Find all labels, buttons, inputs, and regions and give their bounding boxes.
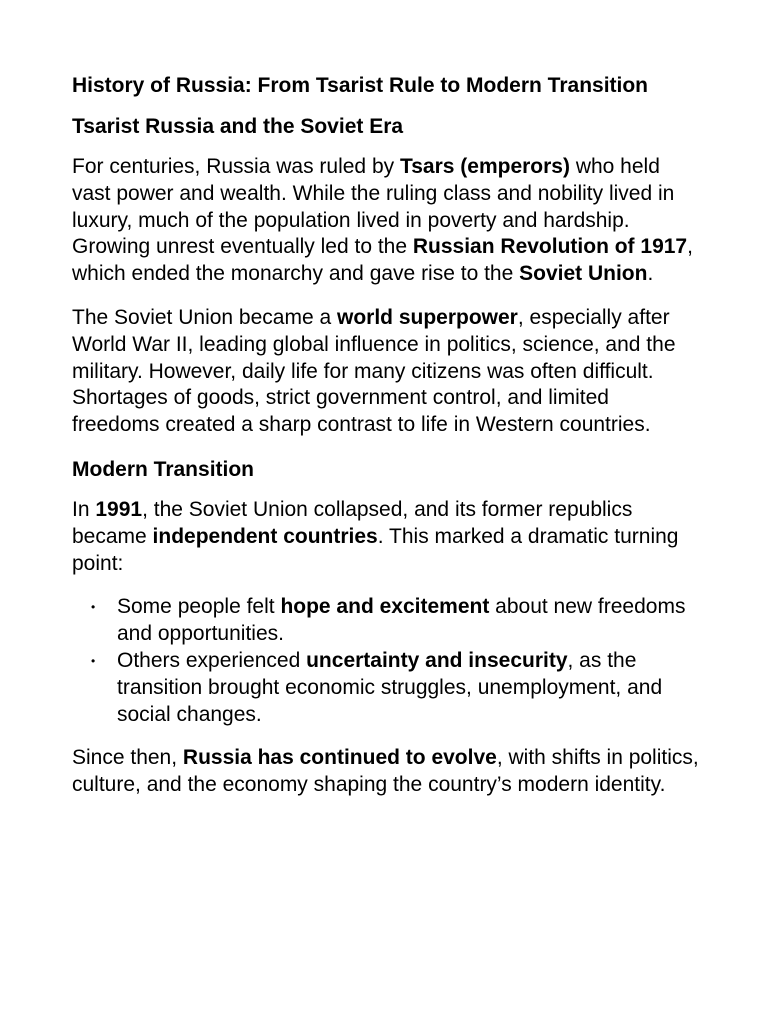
bold-run: independent countries (152, 524, 378, 548)
paragraph-tsarist-rule (72, 154, 702, 288)
list-item (72, 594, 702, 648)
bold-run: uncertainty and insecurity (306, 648, 568, 672)
text-run: . (647, 262, 654, 286)
bold-run: Soviet Union (519, 262, 648, 286)
text-run: , as the transition brought economic struggles, unemployment, and social changes. (117, 648, 663, 726)
text-run: , especially after World War II, leading global influence in politics, science, and the military. However, daily life for many citizens was often difficult. Shortages of goods, strict government control, and limited freedoms created a sharp contrast to life in Western countries. (72, 305, 676, 437)
text-run: Others experienced (117, 648, 307, 672)
text-run: . This marked a dramatic turning point: (72, 524, 679, 575)
paragraph-soviet-union (72, 305, 702, 439)
text-run: , with shifts in politics, culture, and the economy shaping the country’s modern identity. (72, 746, 699, 797)
bold-run: hope and excitement (280, 595, 490, 619)
text-run: The Soviet Union became a (72, 305, 337, 329)
bold-run: Russia has continued to evolve (182, 746, 497, 770)
text-run: In (72, 497, 96, 521)
text-run: about new freedoms and opportunities. (117, 595, 686, 646)
text-run: Some people felt (117, 595, 281, 619)
list-item (72, 648, 702, 728)
bold-run: 1991 (95, 497, 143, 521)
text-run: For centuries, Russia was ruled by (72, 155, 400, 178)
paragraph-continued-evolution (72, 745, 702, 799)
bold-run: Tsars (emperors) (399, 155, 570, 178)
bold-run: Russian Revolution of 1917 (412, 235, 688, 259)
text-run: who held vast power and wealth. While the ruling class and nobility lived in luxury, much of the population lived in poverty and hardship. Growing unrest eventually led to the (72, 155, 675, 259)
text-run: , the Soviet Union collapsed, and its former republics became (72, 497, 633, 548)
text-run: Since then, (72, 746, 183, 770)
document-page (72, 72, 702, 816)
paragraph-1991-collapse (72, 497, 702, 577)
document-title: History of Russia: From Tsarist Rule to Modern Transition (72, 74, 649, 97)
text-run: , which ended the monarchy and gave rise to the (72, 235, 693, 286)
bullet-icon: • (91, 600, 96, 615)
bullet-icon: • (91, 653, 96, 668)
bold-run: world superpower (336, 305, 518, 329)
bullet-text (117, 649, 662, 726)
section-heading-modern-transition: Modern Transition (72, 457, 255, 481)
bullet-list (72, 594, 702, 728)
section-heading-tsarist-soviet: Tsarist Russia and the Soviet Era (72, 115, 404, 138)
bullet-text (117, 595, 685, 645)
